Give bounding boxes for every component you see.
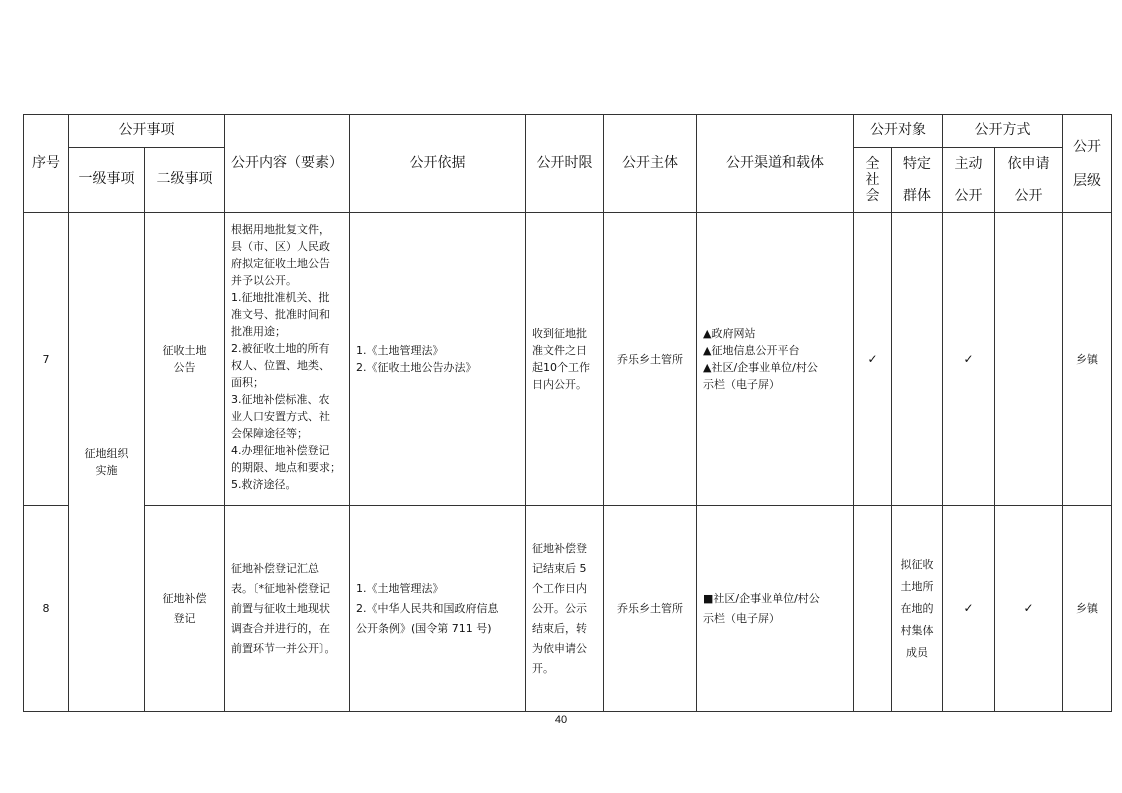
row-level2 xyxy=(145,213,225,506)
header-row-1 xyxy=(24,115,1112,148)
row-content-line: 4.办理征地补偿登记 xyxy=(231,444,330,457)
row-target-specific-line: 土地所 xyxy=(900,579,934,593)
row-basis-line: 1.《土地管理法》 xyxy=(356,581,444,595)
row-channel-line: ■社区/企事业单位/村公 xyxy=(703,591,820,605)
header-level xyxy=(1063,115,1112,213)
row-level1-line: 实施 xyxy=(95,464,118,477)
row-channel-line: ▲社区/企事业单位/村公 xyxy=(703,361,818,374)
row-basis-line: 2.《征收土地公告办法》 xyxy=(356,361,477,374)
header-target-specific-line: 群体 xyxy=(903,188,931,204)
row-content-line: 3.征地补偿标准、农 xyxy=(231,393,330,406)
row-target-all-check: ✓ xyxy=(854,213,892,506)
header-level-line: 层级 xyxy=(1073,172,1101,189)
row-basis-line: 公开条例》(国令第 711 号) xyxy=(356,621,492,635)
row-content-line: 业人口安置方式、社 xyxy=(231,410,330,423)
row-deadline-line: 公开。公示 xyxy=(532,601,587,615)
header-target-specific xyxy=(892,148,943,213)
row-deadline xyxy=(526,213,604,506)
disclosure-table xyxy=(23,114,1112,712)
row-content xyxy=(225,213,350,506)
row-level2-line: 登记 xyxy=(173,611,196,625)
table-row xyxy=(24,506,1112,712)
row-content-line: 并予以公开。 xyxy=(231,274,297,287)
row-channel-line: 示栏（电子屏） xyxy=(703,378,780,391)
row-content-line: 1.征地批准机关、批 xyxy=(231,291,330,304)
header-method-group: 公开方式 xyxy=(943,115,1063,148)
row-channel xyxy=(697,506,854,712)
row-content-line: 调查合并进行的，在 xyxy=(231,621,330,635)
row-method-request-check: ✓ xyxy=(995,506,1063,712)
row-seq: 7 xyxy=(24,213,69,506)
row-subject: 乔乐乡土管所 xyxy=(604,213,697,506)
row-channel-line: ▲征地信息公开平台 xyxy=(703,344,800,357)
page-number: 40 xyxy=(554,714,568,726)
row-content-line: 根据用地批复文件， xyxy=(231,223,330,236)
row-level1-line: 征地组织 xyxy=(84,447,129,460)
table-row xyxy=(24,213,1112,506)
header-level-line: 公开 xyxy=(1073,138,1101,155)
row-level1 xyxy=(69,213,145,712)
row-content-line: 会保障途径等； xyxy=(231,427,308,440)
header-channel: 公开渠道和载体 xyxy=(697,115,854,213)
row-content-line: 府拟定征收土地公告 xyxy=(231,257,330,270)
row-channel xyxy=(697,213,854,506)
row-basis-line: 2.《中华人民共和国政府信息 xyxy=(356,601,499,615)
row-basis xyxy=(350,213,526,506)
row-deadline-line: 日内公开。 xyxy=(532,378,587,391)
row-target-specific xyxy=(892,506,943,712)
header-target-group: 公开对象 xyxy=(854,115,943,148)
row-method-active-check: ✓ xyxy=(943,506,995,712)
row-method-request-check xyxy=(995,213,1063,506)
row-deadline-line: 记结束后 5 xyxy=(532,561,587,575)
row-level2-line: 征收土地 xyxy=(162,344,207,357)
row-content-line: 的期限、地点和要求； xyxy=(231,461,341,474)
row-content-line: 面积； xyxy=(231,376,264,389)
row-content-line: 县（市、区）人民政 xyxy=(231,240,330,253)
row-method-active-check: ✓ xyxy=(943,213,995,506)
row-level2 xyxy=(145,506,225,712)
row-basis xyxy=(350,506,526,712)
header-deadline: 公开时限 xyxy=(526,115,604,213)
row-level2-line: 公告 xyxy=(173,361,196,374)
row-level: 乡镇 xyxy=(1063,213,1112,506)
row-content-line: 前置环节一并公开〕。 xyxy=(231,641,336,655)
row-target-all-check xyxy=(854,506,892,712)
row-content-line: 准文号、批准时间和 xyxy=(231,308,330,321)
row-channel-line: 示栏（电子屏） xyxy=(703,611,780,625)
row-deadline-line: 征地补偿登 xyxy=(532,541,587,555)
row-level2-line: 征地补偿 xyxy=(162,591,207,605)
row-seq: 8 xyxy=(24,506,69,712)
header-level2: 二级事项 xyxy=(145,148,225,213)
row-target-specific-line: 成员 xyxy=(906,645,928,659)
row-deadline-line: 个工作日内 xyxy=(532,581,587,595)
row-content-line: 征地补偿登记汇总 xyxy=(231,561,319,575)
header-target-all-char: 会 xyxy=(865,188,880,204)
row-deadline-line: 结束后，转 xyxy=(532,621,587,635)
row-content-line: 前置与征收土地现状 xyxy=(231,601,330,615)
header-method-active xyxy=(943,148,995,213)
row-content-line: 表。〔*征地补偿登记 xyxy=(231,581,330,595)
header-target-all-char: 全 xyxy=(865,156,880,172)
header-method-active-line: 公开 xyxy=(954,188,983,204)
header-method-request-line: 公开 xyxy=(1014,188,1043,204)
row-content xyxy=(225,506,350,712)
header-method-request-line: 依申请 xyxy=(1007,156,1050,172)
header-subject: 公开主体 xyxy=(604,115,697,213)
row-basis-line: 1.《土地管理法》 xyxy=(356,344,444,357)
row-deadline-line: 起10个工作 xyxy=(532,361,590,374)
row-deadline-line: 为依申请公 xyxy=(532,641,587,655)
header-target-all-char: 社 xyxy=(865,172,880,188)
row-deadline-line: 收到征地批 xyxy=(532,327,587,340)
header-level1: 一级事项 xyxy=(69,148,145,213)
row-subject: 乔乐乡土管所 xyxy=(604,506,697,712)
row-target-specific-line: 在地的 xyxy=(900,601,934,615)
row-content-line: 5.救济途径。 xyxy=(231,478,297,491)
row-level: 乡镇 xyxy=(1063,506,1112,712)
row-deadline-line: 开。 xyxy=(532,661,554,675)
header-basis: 公开依据 xyxy=(350,115,526,213)
header-target-all xyxy=(854,148,892,213)
row-content-line: 批准用途； xyxy=(231,325,286,338)
header-seq: 序号 xyxy=(24,115,69,213)
row-target-specific-line: 拟征收 xyxy=(900,557,934,571)
header-method-active-line: 主动 xyxy=(954,156,983,172)
row-deadline xyxy=(526,506,604,712)
row-target-specific-line: 村集体 xyxy=(900,623,934,637)
row-deadline-line: 准文件之日 xyxy=(532,344,587,357)
row-channel-line: ▲政府网站 xyxy=(703,327,756,340)
header-target-specific-line: 特定 xyxy=(903,156,931,172)
row-target-specific xyxy=(892,213,943,506)
header-method-request xyxy=(995,148,1063,213)
row-content-line: 权人、位置、地类、 xyxy=(231,359,330,372)
header-content: 公开内容（要素） xyxy=(225,115,350,213)
header-items-group: 公开事项 xyxy=(69,115,225,148)
row-content-line: 2.被征收土地的所有 xyxy=(231,342,330,355)
